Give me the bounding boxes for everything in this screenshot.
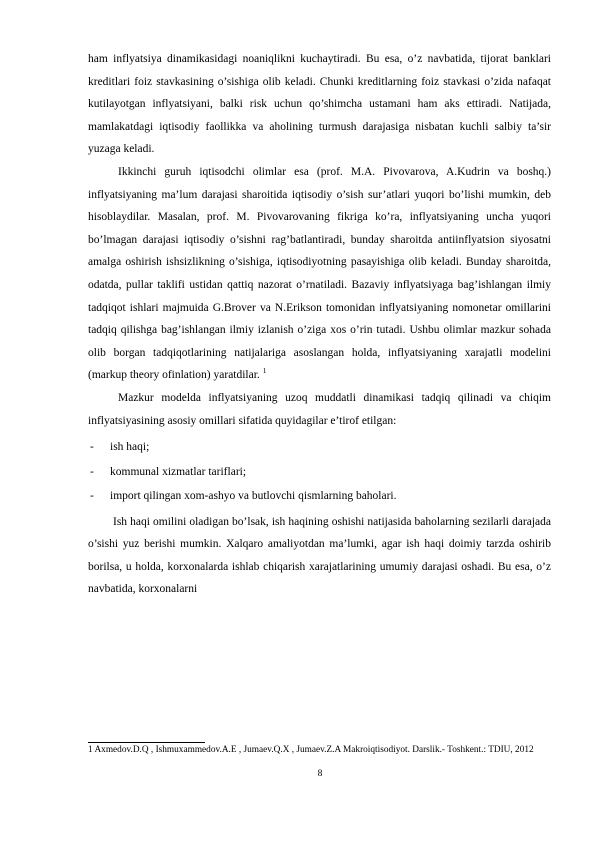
list-item (88, 460, 551, 485)
page-number: 8 (317, 769, 323, 779)
paragraph-1: ham inflyatsiya dinamikasidagi noaniqlikni kuchaytiradi. Bu esa, o’z navbatida, tijorat banklari kreditlari foiz stavkasining o’sishiga olib keladi. Chunki kreditlarning foiz stavkasi o’zida nafaqat kutilayotgan inflyatsiyani, balki risk uchun qo’shimcha ustamani ham aks ettiradi. Natijada, mamlakatdagi iqtisodiy faollikka va aholining turmush darajasiga nisbatan kuchli salbiy ta’sir yuzaga keladi. (88, 53, 551, 156)
list-item (88, 484, 551, 509)
list-item (88, 435, 551, 460)
list-marker: - (90, 441, 94, 454)
footnote-reference[interactable]: 1 (262, 366, 267, 376)
paragraph-4: Ish haqi omilini oladigan bo’lsak, ish haqining oshishi natijasida baholarning sezilarli darajada o’sishi yuz berishi mumkin. Xalqaro amaliyotdan ma’lumki, agar ish haqi doimiy tarzda oshirib borilsa, u holda, korxonalarda ishlab chiqarish xarajatlarining umumiy darajasi oshadi. Bu esa, o’z navbatida, korxonalarni (88, 515, 551, 596)
footnote: 1 Axmedov.D.Q , Ishmuxammedov.A.E , Jumaev.Q.X , Jumaev.Z.A Makroiqtisodiyot. Darslik.- Toshkent.: TDIU, 2012 (88, 745, 534, 755)
list-item-text: import qilingan xom-ashyo va butlovchi qismlarning baholari. (110, 490, 397, 503)
list-item-text: kommunal xizmatlar tariflari; (110, 465, 247, 478)
body-text (88, 48, 551, 601)
list-item-text: ish haqi; (110, 441, 150, 454)
paragraph-2-text: Ikkinchi guruh iqtisodchi olimlar esa (prof. M.A. Pivovarova, A.Kudrin va boshq.) inflyatsiyaning ma’lum darajasi sharoitida iqtisodiy o’sish sur’atlari yuqori bo’lishi mumkin, deb hisoblaydilar. Masalan, prof. M. Pivovarovaning fikriga ko’ra, inflyatsiyaning uncha yuqori bo’lmagan darajasi iqtisodiy o’sishni rag’batlantiradi, bunday sharoitda antiinflyatsion siyosatni amalga oshirish ishsizlikning o’sishiga, iqtisodiyotning pasayishiga olib keladi. Bunday sharoitda, odatda, pullar taklifi ustidan qattiq nazorat o’rnatiladi. Bazaviy inflyatsiyaga bag’ishlangan ilmiy tadqiqot ishlari majmuida G.Brover va N.Erikson tomonidan inflyatsiyaning nomonetar omillarini tadqiq qilishga bag’ishlangan ilmiy izlanish o’ziga xos o’rin tutadi. Ushbu olimlar mazkur sohada olib borgan tadqiqotlarining natijalariga asoslangan holda, inflyatsiyaning xarajatli modelini (markup theory ofinlation) yaratdilar. (88, 165, 551, 382)
footnote-divider (88, 742, 205, 743)
list-marker: - (90, 465, 94, 478)
paragraph-2 (88, 161, 551, 387)
factor-list (88, 435, 551, 509)
paragraph-3: Mazkur modelda inflyatsiyaning uzoq muddatli dinamikasi tadqiq qilinadi va chiqim inflyatsiyasining asosiy omillari sifatida quyidagilar e’tirof etilgan: (88, 391, 551, 427)
list-marker: - (90, 490, 94, 503)
